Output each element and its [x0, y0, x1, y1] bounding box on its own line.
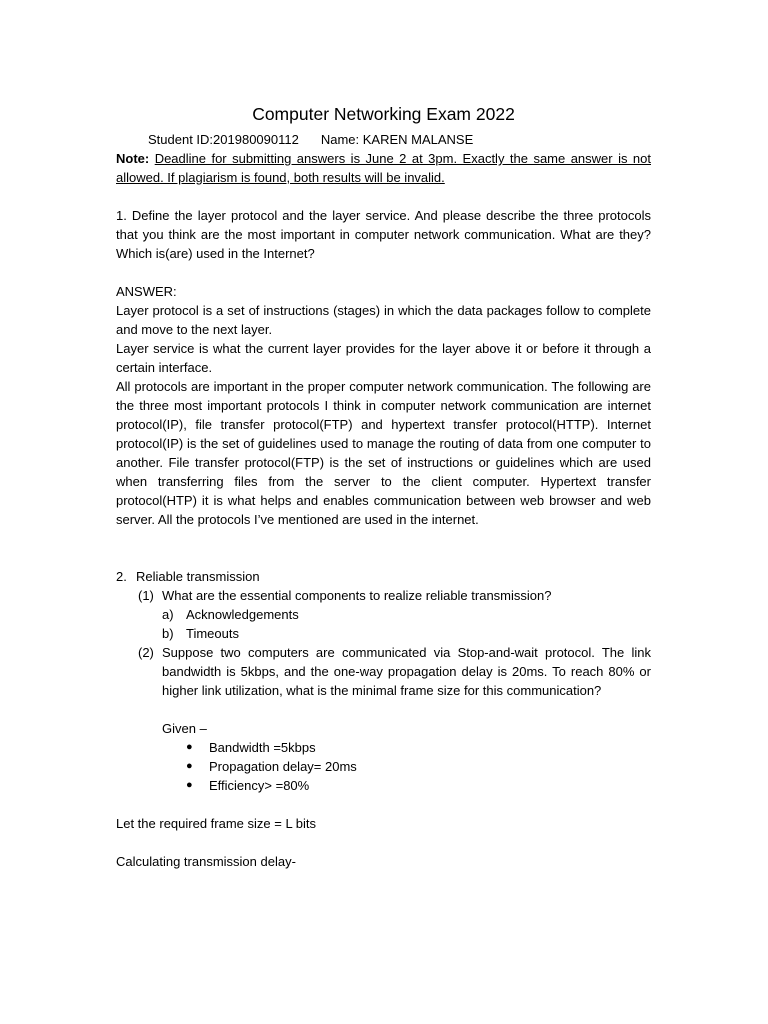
subquestion-1: [116, 586, 651, 605]
answer-paragraph-1: Layer protocol is a set of instructions (stages) in which the data packages follow to complete and move to the next layer.: [116, 303, 651, 337]
subquestion-1-number: (1): [138, 588, 154, 603]
given-item-text: Bandwidth =5kbps: [209, 740, 316, 755]
calculation-line: Calculating transmission delay-: [116, 854, 296, 869]
question-1: 1. Define the layer protocol and the layer service. And please describe the three protocols that you think are the most important in computer network communication. What are they? Which is(are) used in the Internet?: [116, 208, 651, 261]
subquestion-2-number: (2): [138, 645, 154, 660]
subquestion-2: [116, 643, 651, 700]
option-text: Acknowledgements: [186, 607, 299, 622]
given-item: [116, 757, 651, 776]
given-label: Given –: [162, 721, 207, 736]
student-info: [116, 130, 651, 149]
document-content: [116, 100, 651, 871]
given-item-text: Propagation delay= 20ms: [209, 759, 357, 774]
note-label: Note:: [116, 151, 150, 166]
option-item: [116, 624, 651, 643]
question-2-heading: [116, 567, 651, 586]
question-2-number: 2.: [116, 569, 127, 584]
question-2-title: Reliable transmission: [136, 569, 260, 584]
given-item: [116, 776, 651, 795]
answer-paragraph-2: Layer service is what the current layer provides for the layer above it or before it through a certain interface.: [116, 341, 651, 375]
subquestion-1-text: What are the essential components to realize reliable transmission?: [162, 588, 552, 603]
bullet-icon: ●: [186, 741, 193, 753]
given-item: [116, 738, 651, 757]
option-letter: a): [162, 607, 174, 622]
page-title: Computer Networking Exam 2022: [252, 104, 515, 124]
option-item: [116, 605, 651, 624]
frame-size-line: Let the required frame size = L bits: [116, 816, 317, 831]
option-text: Timeouts: [186, 626, 239, 641]
subquestion-2-text: Suppose two computers are communicated via Stop-and-wait protocol. The link bandwidth is 5kbps, and the one-way propagation delay is 20ms. To reach 80% or higher link utilization, what is the minimal frame size for this communication?: [162, 645, 651, 698]
answer-paragraph-3: All protocols are important in the proper computer network communication. The following are the three most important protocols I think in computer network communication are internet protocol(IP), file transfer protocol(FTP) and hypertext transfer protocol(HTTP). Internet protocol(IP) is the set of guidelines used to manage the routing of data from one computer to another. File transfer protocol(FTP) is the set of instructions or guidelines which are used when transferring files from the server to the client computer. Hypertext transfer protocol(HTP) it is what helps and enables communication between web browser and web server. All the protocols I’ve mentioned are used in the internet.: [116, 379, 651, 527]
student-id: Student ID:201980090112: [148, 132, 299, 147]
student-name: Name: KAREN MALANSE: [320, 132, 474, 147]
note-text: Deadline for submitting answers is June 2 at 3pm. Exactly the same answer is not allowed. If plagiarism is found, both results will be invalid.: [116, 151, 651, 185]
deadline-note: [116, 149, 651, 187]
option-letter: b): [162, 626, 174, 641]
bullet-icon: ●: [186, 760, 193, 772]
given-item-text: Efficiency> =80%: [209, 778, 310, 793]
answer-label: ANSWER:: [116, 284, 177, 299]
bullet-icon: ●: [186, 779, 193, 791]
